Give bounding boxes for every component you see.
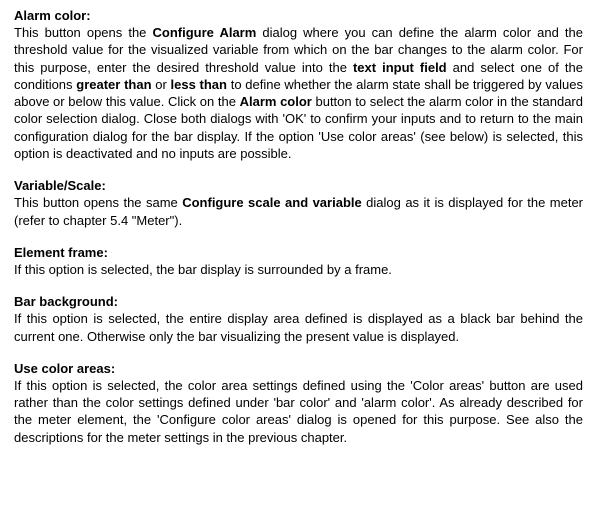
text-run: This button opens the: [14, 25, 153, 40]
section-paragraph: [14, 24, 583, 162]
text-run: and select one of the conditions: [14, 59, 583, 92]
text-run: If this option is selected, the bar display is surrounded by a frame.: [14, 261, 392, 277]
bold-term: Configure scale and variable: [182, 195, 362, 211]
bold-term: less than: [170, 76, 227, 92]
bold-term: greater than: [76, 76, 152, 92]
text-run: If this option is selected, the color area settings defined using the 'Color areas' button are used rather than the color settings defined under 'bar color' and 'alarm color'. As already described for the meter element, the 'Configure color areas' dialog is opened for this purpose. See also the descriptions for the meter settings in the previous chapter.: [14, 377, 583, 445]
section-variable-scale: [14, 177, 583, 229]
section-paragraph: [14, 194, 583, 229]
text-run: If this option is selected, the entire display area defined is displayed as a black bar behind the current one. Otherwise only the bar visualizing the present value is displayed.: [14, 311, 583, 344]
section-paragraph: [14, 377, 583, 446]
section-alarm-color: [14, 7, 583, 162]
section-heading: Variable/Scale:: [14, 178, 106, 194]
section-element-frame: [14, 244, 583, 278]
text-run: or: [151, 76, 171, 92]
section-heading: Element frame:: [14, 244, 108, 260]
section-use-color-areas: [14, 360, 583, 446]
section-bar-background: [14, 293, 583, 345]
text-run: button to select the alarm color in the standard color selection dialog. Close both dialogs with 'OK' to confirm your inputs and to return to the main configuration dialog for the bar display. If the option 'Use color areas' (see below) is selected, this option is deactivated and no inputs are possible.: [14, 94, 583, 162]
section-heading: Use color areas:: [14, 360, 116, 376]
bold-term: Alarm color: [239, 94, 312, 110]
text-run: dialog as it is displayed for the meter (refer to chapter 5.4 "Meter").: [14, 195, 584, 228]
section-heading: Bar background:: [14, 294, 119, 310]
text-run: This button opens the same: [14, 195, 183, 211]
bold-term: Configure Alarm: [152, 25, 257, 40]
section-paragraph: [14, 310, 583, 345]
text-run: dialog where you can define the alarm color and the threshold value for the visualized variable from which on the bar changes to the alarm color. For this purpose, enter the desired threshold value into the: [14, 25, 583, 75]
bold-term: text input field: [352, 59, 447, 75]
section-paragraph: [14, 261, 583, 278]
text-run: to define whether the alarm state shall be triggered by values above or below this value. Click on the: [14, 76, 583, 110]
section-heading: Alarm color:: [14, 8, 91, 23]
